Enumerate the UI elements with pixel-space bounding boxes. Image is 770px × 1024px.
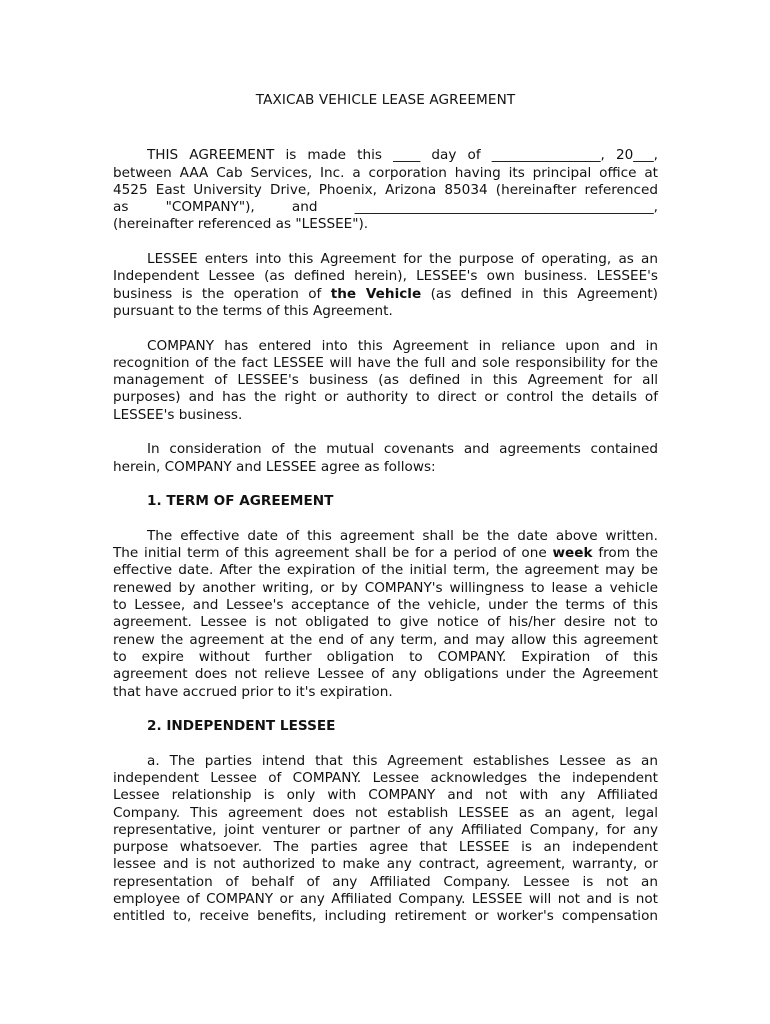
text-line: Lessee relationship is only with COMPANY and not with any Affiliated xyxy=(113,787,658,804)
text-line: purpose whatsoever. The parties agree that LESSEE is an independent xyxy=(113,839,658,856)
text-line: independent Lessee of COMPANY. Lessee acknowledges the independent xyxy=(113,769,658,786)
text-line: management of LESSEE's business (as defined in this Agreement for all xyxy=(113,372,658,389)
text-line: THIS AGREEMENT is made this ____ day of ________________, 20___, xyxy=(147,147,658,164)
text-line: lessee and is not authorized to make any contract, agreement, warranty, or xyxy=(113,856,658,873)
independent-lessee-paragraph xyxy=(113,753,658,926)
text-line: (hereinafter referenced as "LESSEE"). xyxy=(113,216,369,233)
text-fragment: business is the operation of xyxy=(113,285,322,302)
text-line: Company. This agreement does not establish LESSEE as an agent, legal xyxy=(113,804,658,821)
consideration-paragraph xyxy=(113,441,658,476)
section-heading-independent-lessee: 2. INDEPENDENT LESSEE xyxy=(147,718,336,735)
intro-paragraph xyxy=(113,147,658,233)
text-line: herein, COMPANY and LESSEE agree as follows: xyxy=(113,458,436,475)
text-line: employee of COMPANY or any Affiliated Company. LESSEE will not and is not xyxy=(113,891,658,908)
text-line: COMPANY has entered into this Agreement in reliance upon and in xyxy=(147,337,658,354)
text-line: to expire without further obligation to COMPANY. Expiration of this xyxy=(113,648,658,665)
section-heading-term: 1. TERM OF AGREEMENT xyxy=(147,493,334,510)
term-paragraph xyxy=(113,528,658,701)
reliance-paragraph xyxy=(113,338,658,424)
document-page xyxy=(113,92,658,926)
text-line: to Lessee, and Lessee's acceptance of the vehicle, under the terms of this xyxy=(113,597,658,614)
text-line: LESSEE's business. xyxy=(113,406,243,423)
text-line: The effective date of this agreement shall be the date above written. xyxy=(147,527,658,544)
text-line: LESSEE enters into this Agreement for the purpose of operating, as an xyxy=(147,251,658,268)
text-line: renewed by another writing, or by COMPANY's willingness to lease a vehicle xyxy=(113,579,658,596)
text-line: between AAA Cab Services, Inc. a corporation having its principal office at xyxy=(113,164,658,181)
text-line: Independent Lessee (as defined herein), LESSEE's own business. LESSEE's xyxy=(113,268,658,285)
text-line: agreement does not relieve Lessee of any obligations under the Agreement xyxy=(113,666,658,683)
text-line xyxy=(113,286,658,303)
emphasis-week: week xyxy=(552,545,593,562)
text-fragment: The initial term of this agreement shall be for a period of one xyxy=(113,545,547,562)
text-line: recognition of the fact LESSEE will have the full and sole responsibility for the xyxy=(113,354,658,371)
text-line xyxy=(113,545,658,562)
text-line: effective date. After the expiration of the initial term, the agreement may be xyxy=(113,562,658,579)
text-line: that have accrued prior to it's expiration. xyxy=(113,683,393,700)
text-fragment: from the xyxy=(598,545,659,562)
text-fragment: (as defined in this Agreement) xyxy=(430,285,658,302)
emphasis-vehicle: the Vehicle xyxy=(330,285,422,302)
text-line: renew the agreement at the end of any term, and may allow this agreement xyxy=(113,631,658,648)
text-line: representative, joint venturer or partner of any Affiliated Company, for any xyxy=(113,821,658,838)
purpose-paragraph xyxy=(113,251,658,320)
text-line: purposes) and has the right or authority to direct or control the details of xyxy=(113,389,658,406)
text-line: as "COMPANY"), and ____________________________________________, xyxy=(113,199,658,216)
text-line: agreement. Lessee is not obligated to give notice of his/her desire not to xyxy=(113,614,658,631)
text-line: 4525 East University Drive, Phoenix, Arizona 85034 (hereinafter referenced xyxy=(113,181,658,198)
text-line: representation of behalf of any Affiliated Company. Lessee is not an xyxy=(113,873,658,890)
text-line: entitled to, receive benefits, including retirement or worker's compensation xyxy=(113,908,658,925)
document-title: TAXICAB VEHICLE LEASE AGREEMENT xyxy=(255,92,516,108)
text-line: In consideration of the mutual covenants and agreements contained xyxy=(147,441,658,458)
text-line: a. The parties intend that this Agreement establishes Lessee as an xyxy=(147,752,658,769)
text-line: pursuant to the terms of this Agreement. xyxy=(113,302,393,319)
